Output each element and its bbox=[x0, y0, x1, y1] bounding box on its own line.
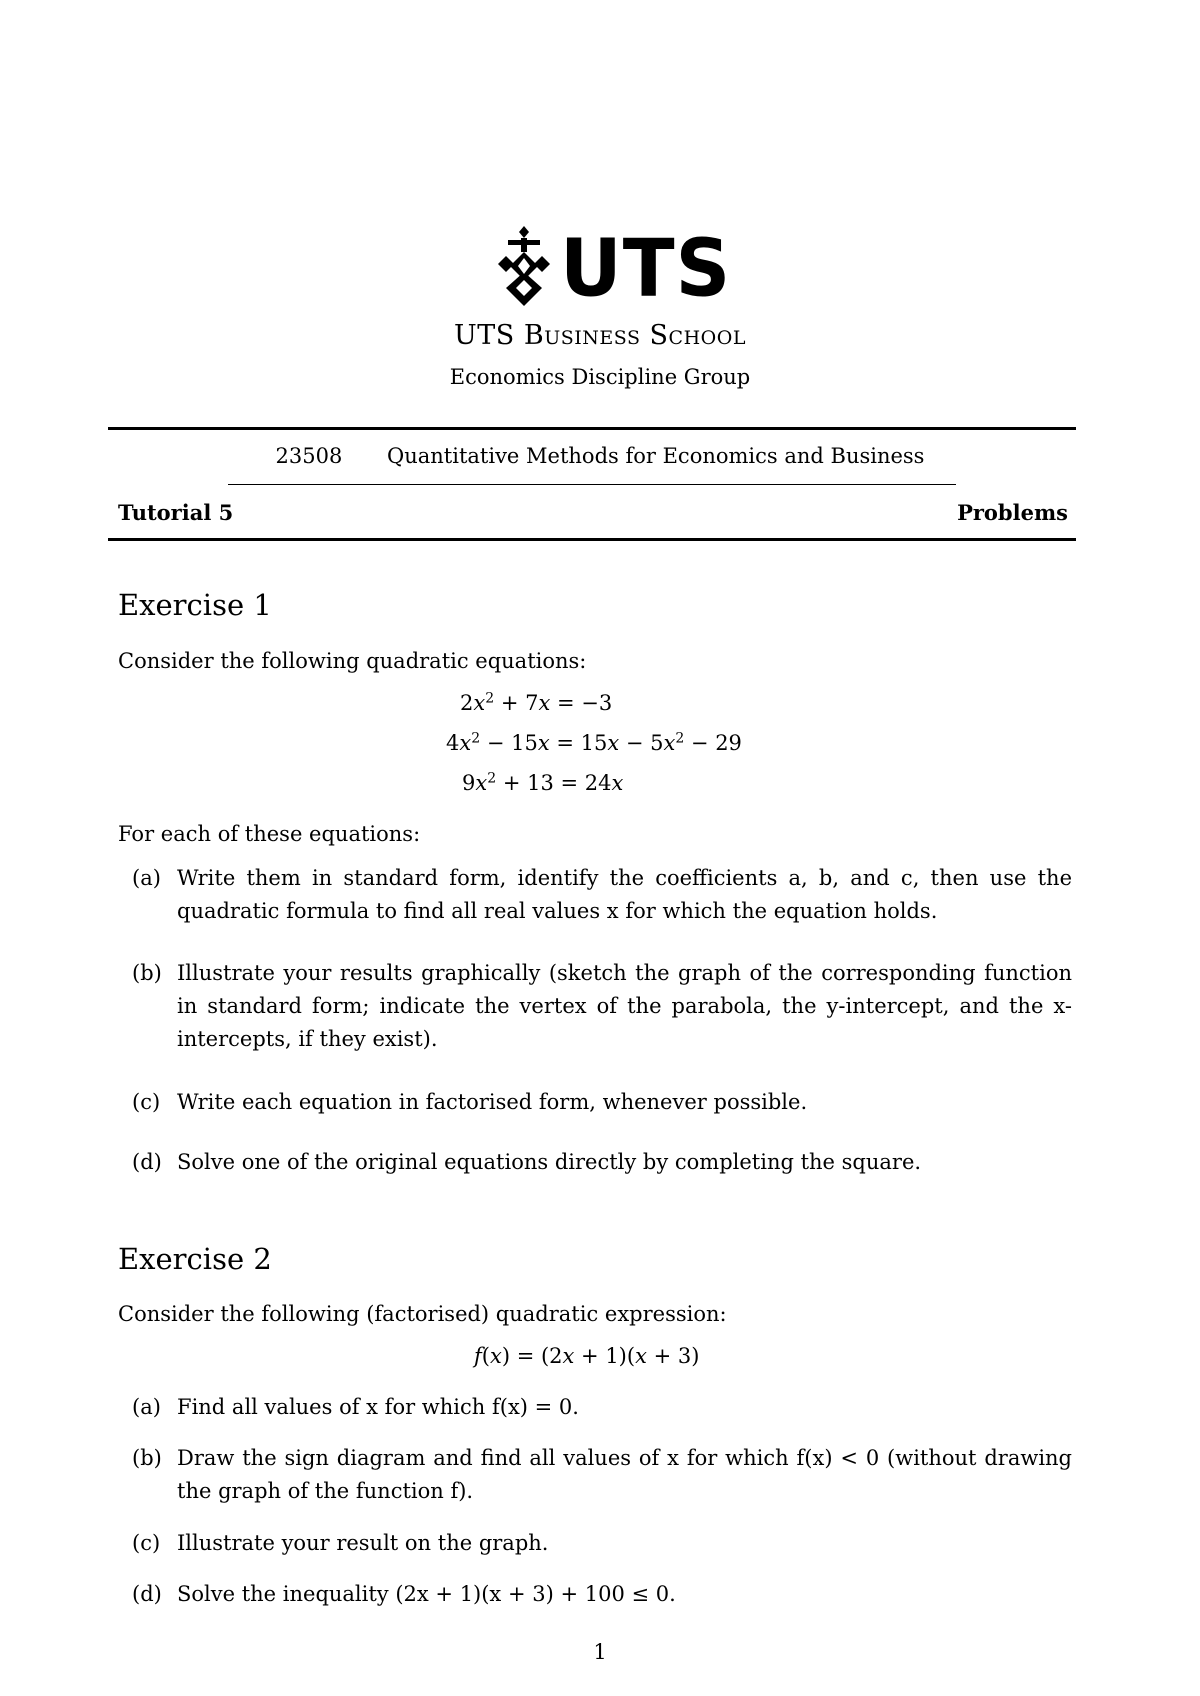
item-label: (d) bbox=[132, 1150, 162, 1174]
discipline-group: Economics Discipline Group bbox=[449, 365, 751, 389]
equation-f: f(x) = (2x + 1)(x + 3) bbox=[474, 1344, 700, 1368]
middle-rule bbox=[228, 484, 956, 485]
uts-logo bbox=[498, 220, 732, 315]
item-text: Illustrate your result on the graph. bbox=[177, 1531, 549, 1555]
tutorial-label: Tutorial 5 bbox=[118, 500, 234, 525]
exercise1-item-a bbox=[132, 862, 1072, 928]
item-label: (d) bbox=[132, 1582, 162, 1606]
exercise1-item-c bbox=[132, 1086, 1072, 1119]
item-label: (a) bbox=[132, 1395, 161, 1419]
exercise1-intro: Consider the following quadratic equations: bbox=[118, 649, 587, 673]
exercise2-item-b bbox=[132, 1442, 1072, 1508]
exercise2-item-a bbox=[132, 1391, 1072, 1424]
equation-3: $9x^2 + 13 = 24x$ bbox=[462, 770, 624, 795]
item-text: Illustrate your results graphically (sketch the graph of the corresponding function in standard form; indicate the vertex of the parabola, the y-intercept, and the x-intercepts, if they exist). bbox=[177, 961, 1072, 1051]
item-label: (b) bbox=[132, 1446, 162, 1470]
page-number: 1 bbox=[593, 1640, 607, 1664]
item-text: Find all values of x for which f(x) = 0. bbox=[177, 1395, 579, 1419]
doc-type-label: Problems bbox=[957, 500, 1068, 525]
course-code: 23508 bbox=[275, 444, 343, 468]
equation-1: $2x^2 + 7x = -3$ bbox=[460, 690, 613, 715]
top-rule bbox=[108, 427, 1076, 430]
exercise2-intro: Consider the following (factorised) quadratic expression: bbox=[118, 1302, 727, 1326]
exercise1-item-d bbox=[132, 1146, 1072, 1179]
school-name bbox=[0, 320, 1200, 351]
uts-crest-icon bbox=[498, 226, 550, 310]
exercise1-title: Exercise 1 bbox=[118, 588, 272, 622]
item-text: Write them in standard form, identify the coefficients a, b, and c, then use the quadratic formula to find all real values x for which the equation holds. bbox=[177, 866, 1072, 923]
course-title: Quantitative Methods for Economics and Business bbox=[387, 444, 925, 468]
item-label: (a) bbox=[132, 866, 161, 890]
exercise2-item-c bbox=[132, 1527, 1072, 1560]
course-line bbox=[0, 444, 1200, 468]
item-text: Write each equation in factorised form, whenever possible. bbox=[177, 1090, 808, 1114]
school-prefix: UTS bbox=[454, 320, 515, 351]
item-text: Solve the inequality (2x + 1)(x + 3) + 100 ≤ 0. bbox=[177, 1582, 676, 1606]
exercise2-item-d bbox=[132, 1578, 1072, 1611]
school-title: Business School bbox=[523, 320, 746, 351]
exercise1-for-each: For each of these equations: bbox=[118, 822, 421, 846]
item-label: (b) bbox=[132, 961, 162, 985]
exercise1-item-b bbox=[132, 957, 1072, 1056]
logo-wordmark: UTS bbox=[560, 220, 732, 315]
equation-2: $4x^2 - 15x = 15x - 5x^2 - 29$ bbox=[446, 730, 742, 755]
item-text: Solve one of the original equations directly by completing the square. bbox=[177, 1150, 922, 1174]
exercise2-title: Exercise 2 bbox=[118, 1242, 272, 1276]
item-label: (c) bbox=[132, 1090, 161, 1114]
bottom-rule bbox=[108, 538, 1076, 541]
item-label: (c) bbox=[132, 1531, 161, 1555]
item-text: Draw the sign diagram and find all values of x for which f(x) < 0 (without drawing the graph of the function f). bbox=[177, 1446, 1072, 1503]
